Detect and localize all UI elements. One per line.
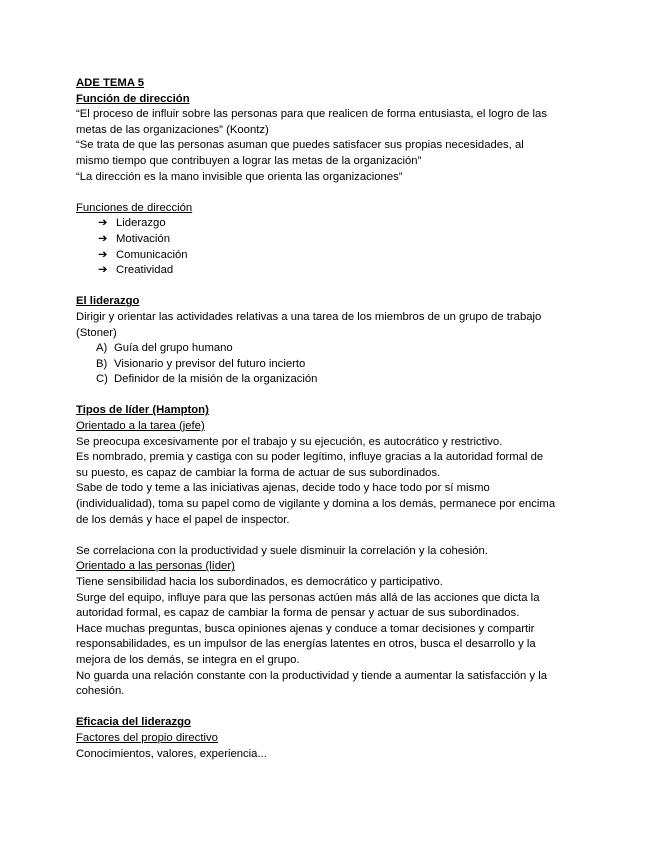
- leadership-list: [76, 341, 596, 388]
- task-line: de los demás y hace el papel de inspector.: [76, 513, 290, 526]
- list-item: [76, 372, 596, 388]
- list-item: [76, 357, 596, 373]
- list-item-label: Comunicación: [116, 248, 188, 261]
- list-item-label: Creatividad: [116, 264, 174, 277]
- quote-needs-line1: “Se trata de que las personas asuman que puedes satisfacer sus propias necesidades, al: [76, 139, 524, 152]
- task-line: Es nombrado, premia y castiga con su poder legítimo, influye gracias a la autoridad formal de: [76, 451, 544, 464]
- list-marker: A): [96, 342, 108, 355]
- people-line: Tiene sensibilidad hacia los subordinados, es democrático y participativo.: [76, 576, 443, 588]
- quote-invisible-hand: “La dirección es la mano invisible que orienta las organizaciones”: [76, 170, 403, 183]
- list-item-label: Liderazgo: [116, 217, 166, 230]
- list-item-label: Definidor de la misión de la organización: [114, 373, 318, 386]
- people-line: mejora de los demás, se integra en el grupo.: [76, 653, 300, 666]
- task-line: Se preocupa excesivamente por el trabajo y su ejecución, es autocrático y restrictivo.: [76, 435, 503, 448]
- people-line: cohesión.: [76, 685, 125, 698]
- quote-koontz-line1: “El proceso de influir sobre las personas para que realicen de forma entusiasta, el logro de las: [76, 108, 547, 121]
- leader-types-heading: Tipos de líder (Hampton): [76, 404, 209, 417]
- list-item: [76, 248, 596, 264]
- list-item: [76, 341, 596, 357]
- leadership-heading: El liderazgo: [76, 295, 140, 308]
- arrow-icon: ➔: [98, 264, 108, 277]
- list-item: [76, 232, 596, 248]
- leadership-definition-line1: Dirigir y orientar las actividades relativas a una tarea de los miembros de un grupo de trabajo: [76, 310, 542, 323]
- functions-heading: Funciones de dirección: [76, 201, 193, 214]
- people-line: autoridad formal, es capaz de cambiar la forma de pensar y actuar de sus subordinados.: [76, 607, 520, 620]
- list-item-label: Visionario y previsor del futuro incierto: [114, 357, 306, 370]
- task-line: Se correlaciona con la productividad y suele disminuir la correlación y la cohesión.: [76, 544, 488, 557]
- task-line: (individualidad), toma su papel como de vigilante y domina a los demás, permanece por encima: [76, 498, 556, 511]
- doc-title: ADE TEMA 5: [76, 77, 144, 89]
- people-line: responsabilidades, es un impulsor de las energías latentes en otros, busca el desarrollo y la: [76, 638, 536, 651]
- list-marker: C): [96, 373, 108, 386]
- arrow-icon: ➔: [98, 217, 108, 230]
- people-line: Surge del equipo, influye para que las personas actúen más allá de las acciones que dicta la: [76, 591, 540, 604]
- list-marker: B): [96, 357, 108, 370]
- list-item-label: Guía del grupo humano: [114, 342, 233, 355]
- leadership-definition-line2: (Stoner): [76, 326, 117, 339]
- quote-needs-line2: mismo tiempo que contribuyen a lograr las metas de la organización”: [76, 154, 422, 167]
- section-heading-direction: Función de dirección: [76, 92, 190, 105]
- efficacy-heading: Eficacia del liderazgo: [76, 716, 191, 729]
- list-item-label: Motivación: [116, 232, 170, 245]
- people-line: Hace muchas preguntas, busca opiniones ajenas y conduce a tomar decisiones y compartir: [76, 622, 535, 635]
- document-page: [76, 76, 596, 762]
- people-line: No guarda una relación constante con la productividad y tiende a aumentar la satisfacción y la: [76, 669, 547, 682]
- functions-list: [76, 216, 596, 278]
- arrow-icon: ➔: [98, 248, 108, 261]
- efficacy-text: Conocimientos, valores, experiencia...: [76, 747, 267, 760]
- task-oriented-heading: Orientado a la tarea (jefe): [76, 420, 205, 433]
- arrow-icon: ➔: [98, 232, 108, 245]
- efficacy-subheading: Factores del propio directivo: [76, 731, 218, 744]
- task-line: Sabe de todo y teme a las iniciativas ajenas, decide todo y hace todo por sí mismo: [76, 482, 490, 495]
- list-item: [76, 216, 596, 232]
- list-item: [76, 263, 596, 279]
- quote-koontz-line2: metas de las organizaciones” (Koontz): [76, 123, 269, 136]
- task-line: su puesto, es capaz de cambiar la forma de actuar de sus subordinados.: [76, 466, 441, 479]
- people-oriented-heading: Orientado a las personas (líder): [76, 560, 235, 573]
